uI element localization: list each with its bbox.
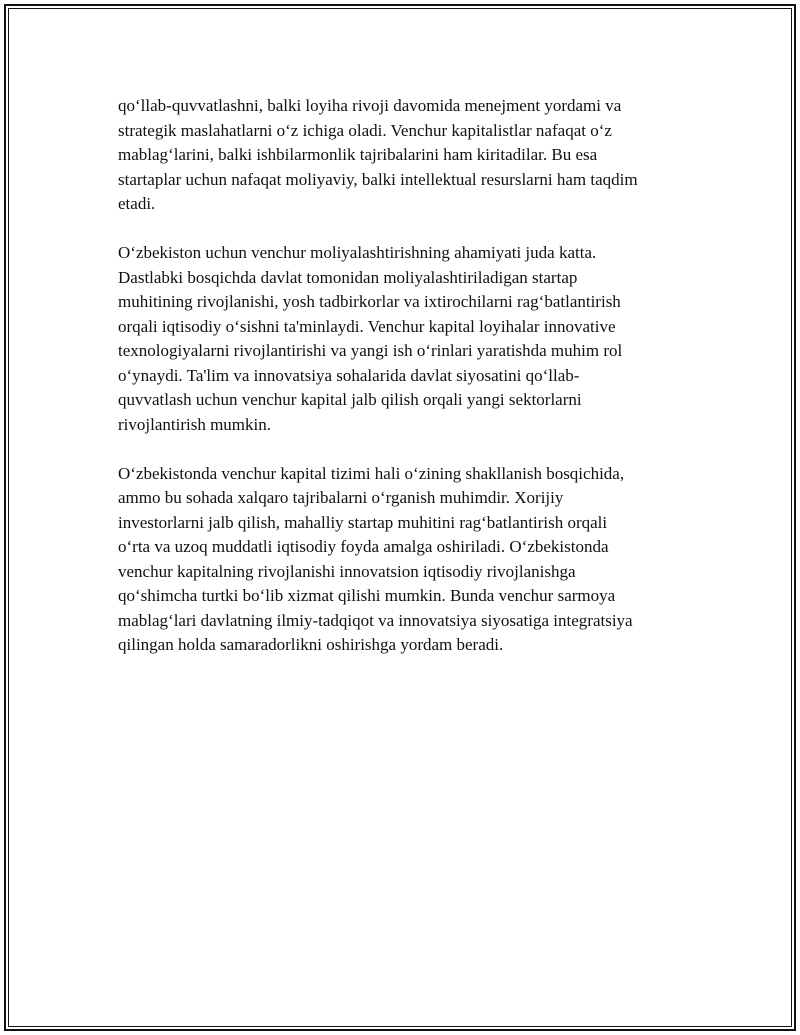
paragraph-1: qo‘llab-quvvatlashni, balki loyiha rivoji davomida menejment yordami va strategik maslahatlarni o‘z ichiga oladi. Venchur kapitalistlar nafaqat o‘z mablag‘larini, balki ishbilarmonlik tajribalarini ham kiritadilar. Bu esa startaplar uchun nafaqat moliyaviy, balki intellektual resurslarni ham taqdim etadi. xyxy=(118,96,638,213)
paragraph-2: O‘zbekiston uchun venchur moliyalashtirishning ahamiyati juda katta. Dastlabki bosqichda davlat tomonidan moliyalashtiriladigan startap muhitining rivojlanishi, yosh tadbirkorlar va ixtirochilarni rag‘batlantirish orqali iqtisodiy o‘sishni ta'minlaydi. Venchur kapital loyihalar innovative texnologiyalarni rivojlantirishi va yangi ish o‘rinlari yaratishda muhim rol o‘ynaydi. Ta'lim va innovatsiya sohalarida davlat siyosatini qo‘llab- quvvatlash uchun venchur kapital jalb qilish orqali yangi sektorlarni rivojlantirish mumkin. xyxy=(118,243,623,434)
paragraph-3: O‘zbekistonda venchur kapital tizimi hali o‘zining shakllanish bosqichida, ammo bu sohada xalqaro tajribalarni o‘rganish muhimdir. Xorijiy investorlarni jalb qilish, mahalliy startap muhitini rag‘batlantirish orqali o‘rta va uzoq muddatli iqtisodiy foyda amalga oshiriladi. O‘zbekistonda venchur kapitalning rivojlanishi innovatsion iqtisodiy rivojlanishga qo‘shimcha turtki bo‘lib xizmat qilishi mumkin. Bunda venchur sarmoya mablag‘lari davlatning ilmiy-tadqiqot va innovatsiya siyosatiga integratsiya qilingan holda samaradorlikni oshirishga yordam beradi. xyxy=(118,463,633,654)
document-body xyxy=(118,94,698,682)
